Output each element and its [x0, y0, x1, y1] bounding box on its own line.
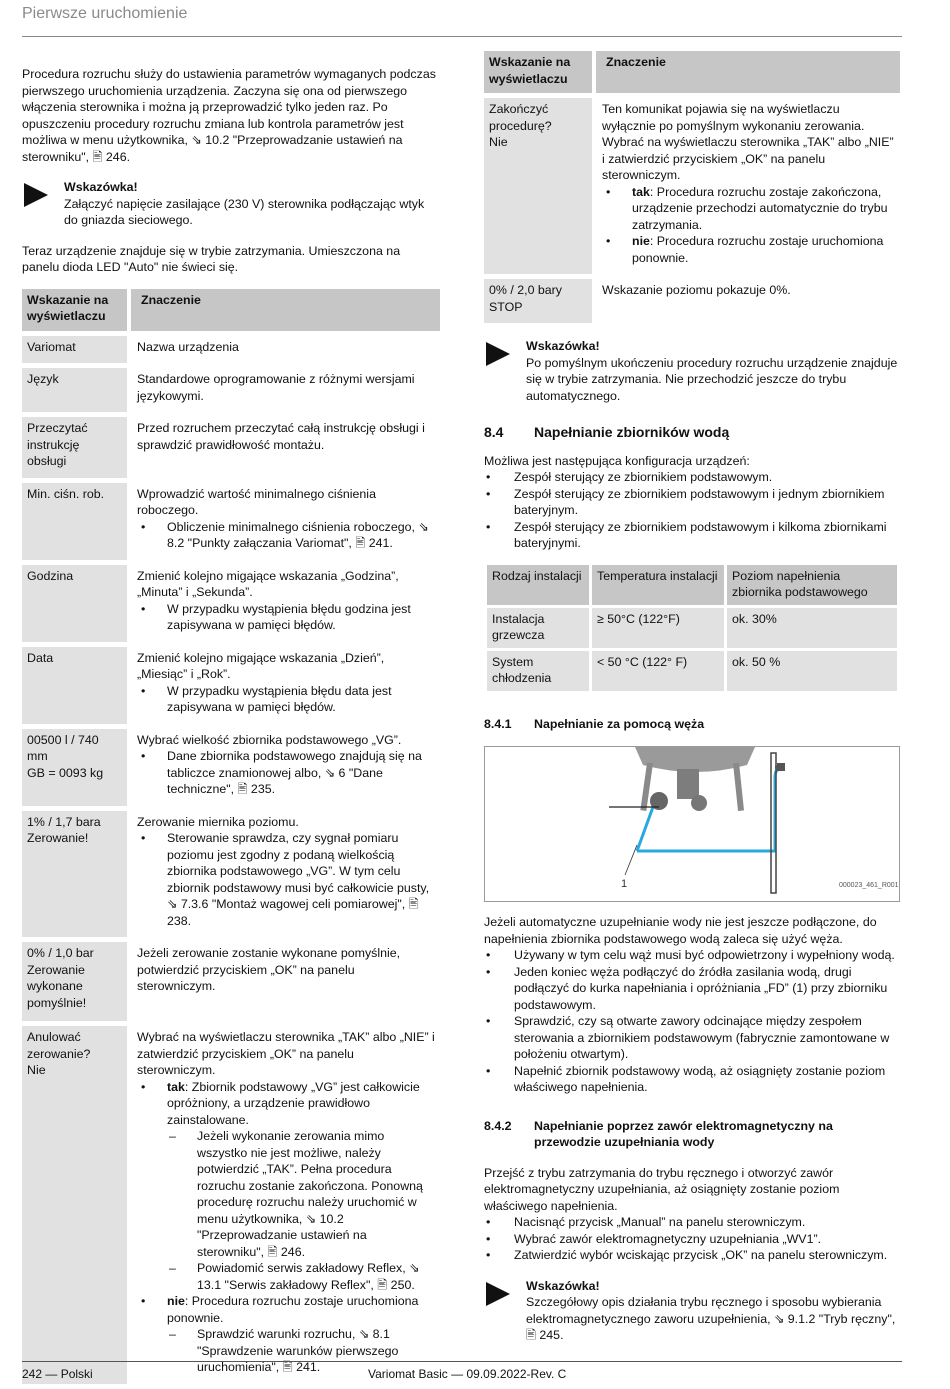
- display-cell: [22, 942, 127, 1021]
- option-no: nie: [632, 234, 650, 248]
- section-title: Napełnianie za pomocą węża: [534, 716, 705, 731]
- table-header-display: Wskazanie na wyświetlaczu: [484, 51, 592, 93]
- meaning-text: Wprowadzić wartość minimalnego ciśnienia roboczego.: [137, 486, 376, 517]
- meaning-text: Wybrać wielkość zbiornika podstawowego „VG”.: [137, 732, 402, 747]
- note-text: Szczegółowy opis działania trybu ręcznego i sposobu wybierania elektromagnetycznego zaworu uzupełnienia, ⇘ 9.1.2 "Tryb ręczny", 🖹 245.: [526, 1295, 896, 1342]
- table-row: [487, 608, 897, 648]
- hose-steps-list: [484, 947, 900, 1096]
- table-header-row: [484, 51, 900, 93]
- status-paragraph: Teraz urządzenie znajduje się w trybie zatrzymania. Umieszczona na panelu dioda LED "Auto" nie świeci się.: [22, 243, 401, 274]
- display-text: Nie: [27, 1063, 46, 1077]
- display-meaning-table: [22, 284, 440, 1389]
- section-title: Napełnianie poprzez zawór elektromagnetyczny na przewodzie uzupełniania wody: [534, 1118, 833, 1149]
- footer-divider: [22, 1361, 902, 1362]
- meaning-cell: [127, 483, 440, 560]
- table-header-meaning: Znaczenie: [127, 289, 440, 331]
- meaning-cell: Nazwa urządzenia: [137, 339, 239, 354]
- footer-page-number: 242 — Polski: [22, 1367, 93, 1381]
- meaning-cell: Wskazanie poziomu pokazuje 0%.: [602, 283, 791, 297]
- display-cell: [22, 811, 127, 938]
- callout-label: 1: [621, 878, 628, 890]
- note-arrow-icon: [24, 183, 48, 207]
- section-number: 8.4.1: [484, 716, 512, 731]
- right-column: [484, 46, 900, 1358]
- note-title: Wskazówka!: [64, 180, 138, 194]
- hose-paragraph: Jeżeli automatyczne uzupełnianie wody nie jest jeszcze podłączone, do napełnienia zbiornika podstawowego wodą zaleca się użyć węża.: [484, 915, 877, 946]
- table-header-row: [487, 565, 897, 605]
- display-cell: [484, 279, 592, 323]
- intro-paragraph: Procedura rozruchu służy do ustawienia parametrów wymaganych podczas pierwszego uruchomienia urządzenia. Zaczyna się ona od pierwszego włączenia sterownika i można ją przeprowadzić tylko jeden raz. Po opuszczeniu procedury rozruchu zmiana lub kontrola parametrów jest możliwa w menu użytkownika, ⇘ 10.2 "Przeprowadzanie ustawień na sterowniku", 🖹 246.: [22, 67, 436, 164]
- table-cell: ok. 50 %: [727, 651, 897, 691]
- left-column: [22, 66, 440, 1389]
- note-box: [484, 1278, 900, 1344]
- note-text: Po pomyślnym ukończeniu procedury rozruchu urządzenie znajduje się w trybie zatrzymania. Nie przechodzić jeszcze do trybu automatycznego.: [526, 355, 898, 403]
- table-cell: ≥ 50°C (122°F): [592, 608, 724, 648]
- meaning-cell: [127, 647, 440, 724]
- table-cell: ok. 30%: [727, 608, 897, 648]
- meaning-cell: Jeżeli zerowanie zostanie wykonane pomyślnie, potwierdzić przyciskiem „OK” na panelu sterowniczym.: [137, 946, 401, 993]
- table-row: [22, 417, 440, 478]
- list-item: • W przypadku wystąpienia błędu data jest zapisywana w pamięci błędów.: [137, 683, 435, 716]
- option-text: : Zbiornik podstawowy „VG” jest całkowicie opróżniony, a urządzenie prawidłowo zainstalowane.: [167, 1079, 420, 1127]
- meaning-text: Zmienić kolejno migające wskazania „Godzina”, „Minuta” i „Sekunda”.: [137, 568, 399, 599]
- meaning-text: Wybrać na wyświetlaczu sterownika „TAK” albo „NIE” i zatwierdzić przyciskiem „OK” na panelu sterowniczym.: [137, 1030, 435, 1077]
- note-title: Wskazówka!: [526, 1278, 600, 1293]
- list-item: • Obliczenie minimalnego ciśnienia roboczego, ⇘ 8.2 "Punkty załączania Variomat", 🖹 241.: [137, 519, 435, 552]
- list-item: – Sprawdzić warunki rozruchu, ⇘ 8.1 "Sprawdzenie warunków pierwszego uruchomienia", 🖹 241.: [167, 1326, 435, 1376]
- note-box: [484, 338, 900, 404]
- meaning-text: Ten komunikat pojawia się na wyświetlaczu wyłącznie po pomyślnym wykonaniu zerowania.: [602, 102, 865, 133]
- display-cell: Variomat: [22, 336, 127, 364]
- display-text: Anulować zerowanie?: [27, 1030, 91, 1061]
- option-no: nie: [167, 1294, 185, 1308]
- table-row: [484, 279, 900, 323]
- config-list: [484, 469, 900, 552]
- meaning-cell: [127, 1026, 440, 1384]
- list-item: • Nacisnąć przycisk „Manual” na panelu sterowniczym.: [484, 1214, 900, 1231]
- display-text: Nie: [489, 135, 508, 149]
- hose-line: [637, 807, 653, 851]
- option-yes: tak: [167, 1079, 185, 1094]
- section-intro: Możliwa jest następująca konfiguracja urządzeń:: [484, 453, 750, 468]
- note-arrow-icon: [486, 1282, 510, 1306]
- list-item: [137, 1079, 435, 1294]
- list-item: • Zespół sterujący ze zbiornikiem podstawowym i jednym zbiornikiem bateryjnym.: [484, 486, 900, 519]
- display-cell: [22, 1026, 127, 1384]
- list-item: • W przypadku wystąpienia błędu godzina jest zapisywana w pamięci błędów.: [137, 601, 435, 634]
- table-row: [22, 647, 440, 724]
- note-box: [22, 179, 440, 229]
- display-text: GB = 0093 kg: [27, 765, 104, 780]
- water-tap: [777, 763, 785, 771]
- option-text: : Procedura rozruchu zostaje uruchomiona ponownie.: [632, 234, 884, 265]
- table-row: [22, 368, 440, 412]
- table-header-cell: Rodzaj instalacji: [487, 565, 589, 605]
- list-item: [602, 184, 895, 234]
- display-cell: Godzina: [22, 565, 127, 642]
- list-item: • Napełnić zbiornik podstawowy wodą, aż osiągnięty zostanie poziom właściwego napełnienia.: [484, 1063, 900, 1096]
- display-cell: Data: [22, 647, 127, 724]
- table-row: [22, 942, 440, 1021]
- table-cell: < 50 °C (122° F): [592, 651, 724, 691]
- section-number: 8.4: [484, 424, 504, 440]
- footer-document-id: Variomat Basic — 09.09.2022-Rev. C: [368, 1367, 567, 1381]
- note-text: Załączyć napięcie zasilające (230 V) sterownika podłączając wtyk do gniazda sieciowego.: [64, 196, 425, 227]
- hose-filling-illustration: [485, 747, 899, 901]
- list-item: • Zespół sterujący ze zbiornikiem podstawowym i kilkoma zbiornikami bateryjnymi.: [484, 519, 900, 552]
- header-divider: [22, 36, 902, 37]
- option-text: : Procedura rozruchu zostaje zakończona, urządzenie przechodzi automatycznie do trybu zatrzymania.: [632, 184, 888, 232]
- meaning-cell: [127, 729, 440, 806]
- note-arrow-icon: [486, 342, 510, 366]
- list-item: • Wybrać zawór elektromagnetyczny uzupełniania „WV1”.: [484, 1231, 900, 1248]
- section-heading-8-4: [484, 424, 900, 441]
- display-meaning-table-cont: [484, 46, 900, 328]
- table-row: [484, 98, 900, 274]
- meaning-text: Wybrać na wyświetlaczu sterownika „TAK” albo „NIE” i zatwierdzić przyciskiem „OK” na panelu sterowniczym.: [602, 135, 894, 182]
- display-text: Zerowanie!: [27, 831, 89, 845]
- table-header-display: Wskazanie na wyświetlaczu: [22, 289, 127, 331]
- display-text: 0% / 2,0 bary: [489, 283, 563, 297]
- display-text: STOP: [489, 299, 523, 314]
- display-text: 0% / 1,0 bar: [27, 946, 94, 960]
- valve-fitting: [691, 795, 707, 811]
- table-header-cell: Poziom napełnienia zbiornika podstawowego: [727, 565, 897, 605]
- meaning-cell: [592, 98, 900, 274]
- figure-code: 000023_461_R001: [839, 882, 899, 889]
- display-text: 00500 l / 740 mm: [27, 732, 99, 763]
- table-row: [22, 729, 440, 806]
- valve-steps-list: [484, 1214, 900, 1264]
- list-item: • Sterowanie sprawdza, czy sygnał pomiaru poziomu jest zgodny z podaną wielkością zbiornika podstawowego „VG”. W tym celu zbiornik podstawowy musi być całkowicie pusty, ⇘ 7.3.6 "Montaż wagowej celi pomiarowej", 🖹 238.: [137, 830, 435, 929]
- table-row: [487, 651, 897, 691]
- callout-line: [625, 845, 637, 875]
- section-heading-8-4-1: [484, 716, 900, 733]
- hose-filling-figure: [484, 746, 900, 902]
- display-text: Zakończyć procedurę?: [489, 102, 552, 133]
- display-cell: [22, 729, 127, 806]
- meaning-cell: [127, 811, 440, 938]
- display-cell: Przeczytać instrukcję obsługi: [22, 417, 127, 478]
- display-cell: Język: [22, 368, 127, 412]
- display-text: Zerowanie wykonane pomyślnie!: [27, 962, 87, 1010]
- table-cell: System chłodzenia: [487, 651, 589, 691]
- tank-leg: [733, 763, 744, 811]
- section-heading-8-4-2: [484, 1118, 900, 1151]
- meaning-text: Zerowanie miernika poziomu.: [137, 814, 299, 829]
- valve-paragraph: Przejść z trybu zatrzymania do trybu ręcznego i otworzyć zawór elektromagnetyczny uzupełniania, aż osiągnięty zostanie poziom właściwego napełnienia.: [484, 1165, 840, 1213]
- table-cell: Instalacja grzewcza: [487, 608, 589, 648]
- list-item: • Zespół sterujący ze zbiornikiem podstawowym.: [484, 469, 900, 486]
- valve-fitting: [677, 769, 699, 799]
- option-text: : Procedura rozruchu zostaje uruchomiona ponownie.: [167, 1294, 419, 1325]
- section-title: Napełnianie zbiorników wodą: [534, 424, 730, 440]
- table-header-row: [22, 289, 440, 331]
- list-item: • Dane zbiornika podstawowego znajdują się na tabliczce znamionowej albo, ⇘ 6 "Dane techniczne", 🖹 235.: [137, 748, 435, 798]
- list-item: – Powiadomić serwis zakładowy Reflex, ⇘ 13.1 "Serwis zakładowy Reflex", 🖹 250.: [167, 1260, 435, 1293]
- table-header-meaning: Znaczenie: [592, 51, 900, 93]
- page-header-title: Pierwsze uruchomienie: [22, 5, 188, 22]
- display-cell: Min. ciśn. rob.: [22, 483, 127, 560]
- table-row: [22, 565, 440, 642]
- table-row: [22, 1026, 440, 1384]
- option-yes: tak: [632, 184, 650, 199]
- list-item: [602, 233, 895, 266]
- display-text: 1% / 1,7 bara: [27, 814, 101, 829]
- meaning-cell: Przed rozruchem przeczytać całą instrukcję obsługi i sprawdzić prawidłowość montażu.: [137, 421, 425, 452]
- table-header-cell: Temperatura instalacji: [592, 565, 724, 605]
- display-cell: [484, 98, 592, 274]
- meaning-cell: Standardowe oprogramowanie z różnymi wersjami językowymi.: [137, 372, 415, 403]
- list-item: • Zatwierdzić wybór wciskając przycisk „OK” na panelu sterowniczym.: [484, 1247, 900, 1264]
- note-title: Wskazówka!: [526, 339, 600, 353]
- fill-level-table: [484, 562, 900, 694]
- meaning-cell: [127, 565, 440, 642]
- meaning-text: Zmienić kolejno migające wskazania „Dzień”, „Miesiąc” i „Rok”.: [137, 650, 385, 681]
- list-item: • Jeden koniec węża podłączyć do źródła zasilania wodą, drugi podłączyć do kurka napełniania i opróżniania „FD” (1) przy zbiorniku podstawowym.: [484, 964, 900, 1014]
- table-row: [22, 811, 440, 938]
- list-item: [137, 1293, 435, 1376]
- list-item: – Jeżeli wykonanie zerowania mimo wszystko nie jest możliwe, należy potwierdzić „TAK”. Pełna procedura rozruchu zostanie zakończona. Ponowną procedurę rozruchu należy uruchomić w menu użytkownika, ⇘ 10.2 "Przeprowadzanie ustawień na sterowniku", 🖹 246.: [167, 1128, 435, 1260]
- table-row: [22, 336, 440, 364]
- list-item: • Używany w tym celu wąż musi być odpowietrzony i wypełniony wodą.: [484, 947, 900, 964]
- table-row: [22, 483, 440, 560]
- section-number: 8.4.2: [484, 1118, 512, 1133]
- list-item: • Sprawdzić, czy są otwarte zawory odcinające między zespołem sterowania a zbiornikiem podstawowym (fabrycznie zamontowane w położeniu otwartym).: [484, 1013, 900, 1063]
